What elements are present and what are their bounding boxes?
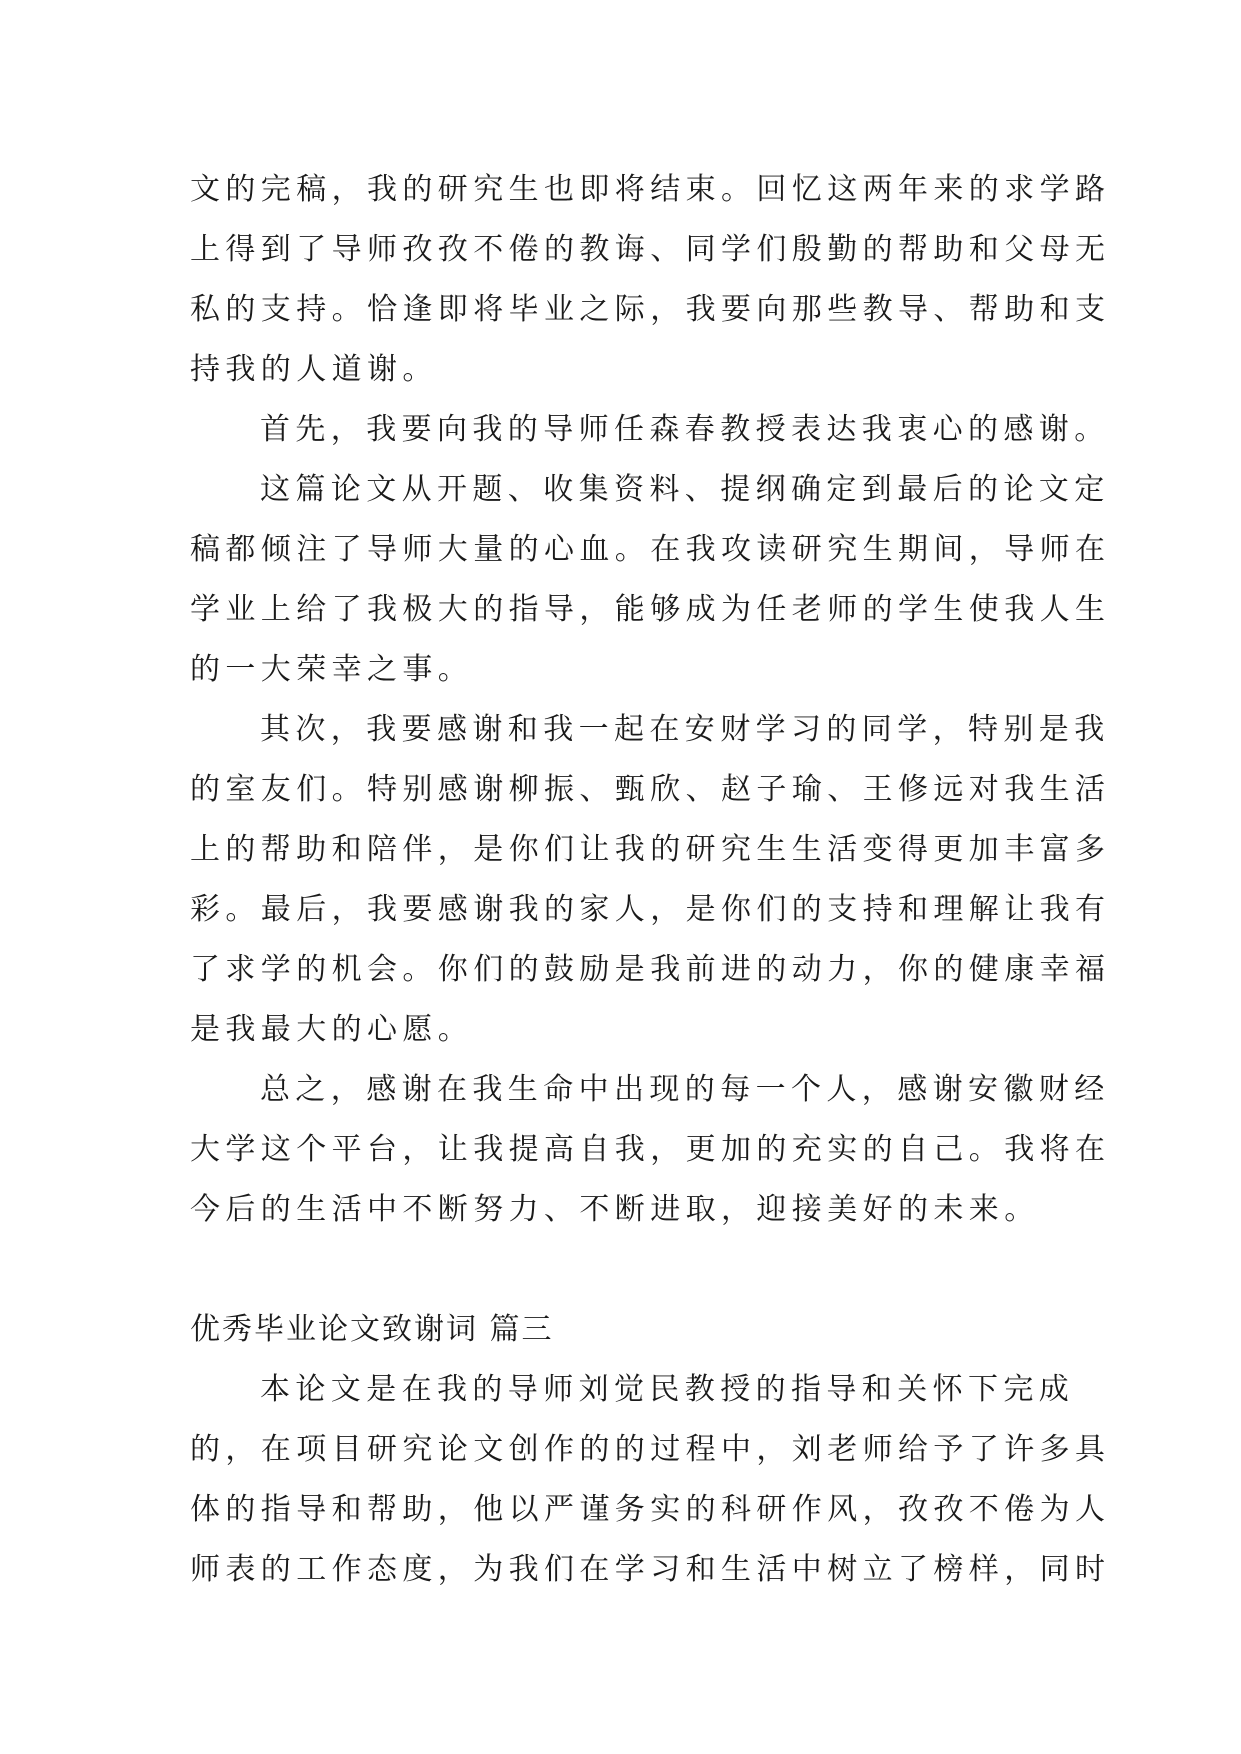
text-line: 稿都倾注了导师大量的心血。在我攻读研究生期间，导师在 [190,532,1111,567]
text-line: 总之，感谢在我生命中出现的每一个人，感谢安徽财经 [260,1072,1110,1107]
text-line: 彩。最后，我要感谢我的家人，是你们的支持和理解让我有 [190,892,1111,927]
text-line: 首先，我要向我的导师任森春教授表达我衷心的感谢。 [260,412,1110,447]
text-line: 今后的生活中不断努力、不断进取，迎接美好的未来。 [190,1192,1040,1227]
paragraph-classmates-family [190,700,1111,1060]
text-line: 是我最大的心愿。 [190,1012,474,1047]
paragraph-advisor-thanks [190,400,1110,460]
text-line: 了求学的机会。你们的鼓励是我前进的动力，你的健康幸福 [190,952,1111,987]
text-line: 持我的人道谢。 [190,352,438,387]
paragraph-intro [190,160,1111,400]
text-line: 师表的工作态度，为我们在学习和生活中树立了榜样，同时 [190,1552,1111,1587]
text-line: 体的指导和帮助，他以严谨务实的科研作风，孜孜不倦为人 [190,1492,1111,1527]
text-line: 的一大荣幸之事。 [190,652,474,687]
section-heading: 优秀毕业论文致谢词 篇三 [190,1312,554,1347]
text-line: 其次，我要感谢和我一起在安财学习的同学，特别是我 [260,712,1110,747]
paragraph-thesis-effort [190,460,1111,700]
paragraph-conclusion [190,1060,1111,1240]
document-page [190,160,1111,1600]
text-line: 上得到了导师孜孜不倦的教诲、同学们殷勤的帮助和父母无 [190,232,1111,267]
text-line: 的，在项目研究论文创作的的过程中，刘老师给予了许多具 [190,1432,1111,1467]
text-line: 的室友们。特别感谢柳振、甄欣、赵子瑜、王修远对我生活 [190,772,1111,807]
paragraph-section-three [190,1360,1111,1600]
text-line: 学业上给了我极大的指导，能够成为任老师的学生使我人生 [190,592,1111,627]
text-line: 私的支持。恰逢即将毕业之际，我要向那些教导、帮助和支 [190,292,1111,327]
text-line: 文的完稿，我的研究生也即将结束。回忆这两年来的求学路 [190,172,1111,207]
text-line: 大学这个平台，让我提高自我，更加的充实的自己。我将在 [190,1132,1111,1167]
text-line: 本论文是在我的导师刘觉民教授的指导和关怀下完成 [260,1372,1075,1407]
text-line: 上的帮助和陪伴，是你们让我的研究生生活变得更加丰富多 [190,832,1111,867]
text-line: 这篇论文从开题、收集资料、提纲确定到最后的论文定 [260,472,1110,507]
